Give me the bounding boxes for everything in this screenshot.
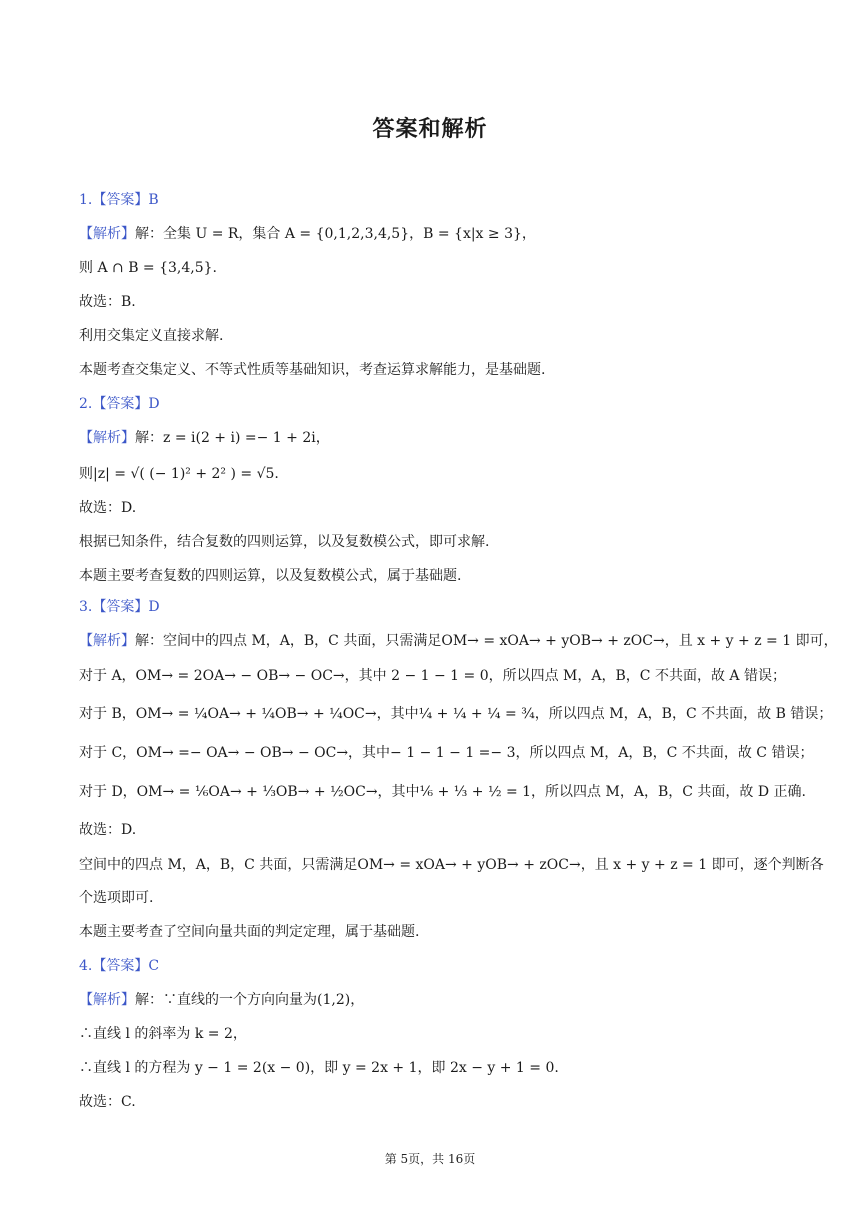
text-line	[79, 1058, 559, 1078]
line-text: 故选：D.	[79, 500, 137, 516]
text-line	[79, 360, 545, 380]
line-text: 对于 D，OM→ = ⅙OA→ + ⅓OB→ + ½OC→，其中⅙ + ⅓ + ½ = 1，所以四点 M，A，B，C 共面，故 D 正确.	[79, 784, 806, 800]
analysis-tag: 【解析】	[79, 430, 135, 446]
text-line	[79, 1092, 136, 1112]
line-text: 个选项即可.	[79, 890, 154, 906]
line-text: 故选：B.	[79, 294, 136, 310]
analysis-tag: 【解析】	[79, 226, 135, 242]
line-text: ∴直线 l 的斜率为 k = 2，	[79, 1026, 247, 1042]
text-line	[79, 704, 832, 724]
line-text: 解：z = i(2 + i) =− 1 + 2i，	[135, 430, 330, 446]
text-line	[79, 782, 806, 802]
answer-letter: D	[148, 599, 160, 615]
line-text: 本题主要考查了空间向量共面的判定定理，属于基础题.	[79, 924, 420, 940]
answer-letter: C	[148, 958, 160, 974]
line-text: 对于 B，OM→ = ¼OA→ + ¼OB→ + ¼OC→，其中¼ + ¼ + ¼ = ¾，所以四点 M，A，B，C 不共面，故 B 错误；	[79, 706, 833, 722]
line-text: 对于 C，OM→ =− OA→ − OB→ − OC→，其中− 1 − 1 − 1 =− 3，所以四点 M，A，B，C 不共面，故 C 错误；	[79, 745, 814, 761]
text-line	[79, 1024, 247, 1044]
analysis-tag: 【解析】	[79, 992, 135, 1008]
answer-heading	[79, 597, 160, 617]
text-line	[79, 224, 536, 244]
page-footer: 第 5页，共 16页	[384, 1152, 476, 1166]
line-text: 根据已知条件，结合复数的四则运算，以及复数模公式，即可求解.	[79, 534, 490, 550]
text-line	[79, 820, 136, 840]
line-text: ∴直线 l 的方程为 y − 1 = 2(x − 0)，即 y = 2x + 1，即 2x − y + 1 = 0.	[79, 1060, 559, 1076]
text-line	[79, 292, 136, 312]
text-line	[79, 258, 217, 278]
text-line	[79, 922, 419, 942]
answer-label: 1.【答案】	[79, 192, 149, 208]
answer-heading	[79, 190, 159, 210]
analysis-tag: 【解析】	[79, 633, 135, 649]
line-text: 本题考查交集定义、不等式性质等基础知识，考查运算求解能力，是基础题.	[79, 362, 546, 378]
text-line	[79, 855, 824, 875]
line-text: 则 A ∩ B = {3,4,5}.	[79, 260, 217, 276]
text-line	[79, 666, 786, 686]
line-text: 故选：D.	[79, 822, 137, 838]
text-line	[79, 532, 489, 552]
text-line	[79, 631, 838, 651]
text-line	[79, 566, 461, 586]
text-line	[79, 498, 136, 518]
line-text: 空间中的四点 M，A，B，C 共面，只需满足OM→ = xOA→ + yOB→ + zOC→，且 x + y + z = 1 即可，逐个判断各	[79, 857, 824, 873]
answer-label: 3.【答案】	[79, 599, 149, 615]
text-line	[79, 990, 364, 1010]
line-text: 解：空间中的四点 M，A，B，C 共面，只需满足OM→ = xOA→ + yOB→ + zOC→，且 x + y + z = 1 即可，	[135, 633, 838, 649]
line-text: 利用交集定义直接求解.	[79, 328, 224, 344]
answer-label: 4.【答案】	[79, 958, 149, 974]
line-text: 解：全集 U = R，集合 A = {0,1,2,3,4,5}，B = {x|x ≥ 3}，	[135, 226, 536, 242]
answer-heading	[79, 956, 159, 976]
line-text: 本题主要考查复数的四则运算，以及复数模公式，属于基础题.	[79, 568, 462, 584]
line-text: 故选：C.	[79, 1094, 136, 1110]
line-text: 则|z| = √( (− 1)² + 2² ) = √5.	[79, 466, 279, 482]
answer-letter: B	[148, 192, 159, 208]
answer-heading	[79, 394, 160, 414]
line-text: 解：∵直线的一个方向向量为(1,2)，	[135, 992, 365, 1008]
text-line	[79, 428, 330, 448]
text-line	[79, 743, 813, 763]
line-text: 对于 A，OM→ = 2OA→ − OB→ − OC→，其中 2 − 1 − 1 = 0，所以四点 M，A，B，C 不共面，故 A 错误；	[79, 668, 786, 684]
text-line	[79, 888, 153, 908]
answer-letter: D	[148, 396, 160, 412]
text-line	[79, 464, 279, 484]
page-title: 答案和解析	[372, 117, 488, 142]
text-line	[79, 326, 223, 346]
answer-label: 2.【答案】	[79, 396, 149, 412]
